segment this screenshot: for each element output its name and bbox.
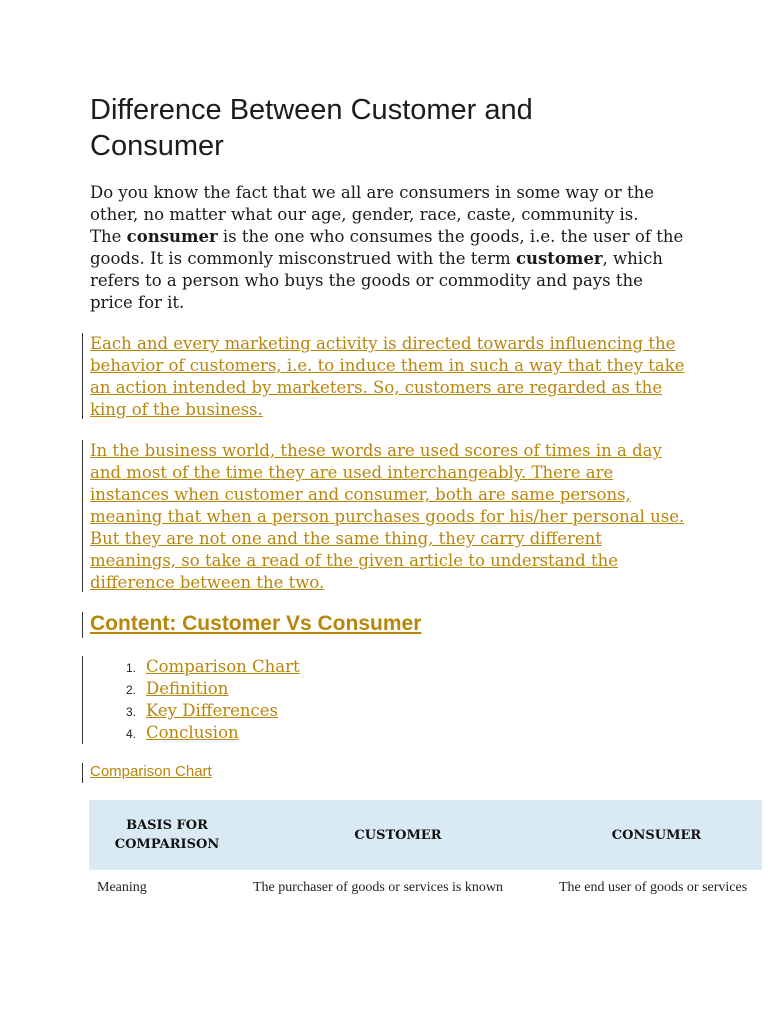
callout-bar xyxy=(82,333,83,419)
header-consumer: CONSUMER xyxy=(551,800,762,870)
toc-link-comparison-chart[interactable]: Comparison Chart xyxy=(146,657,300,676)
intro-line: price for it. xyxy=(90,293,185,312)
customer-term: customer xyxy=(515,249,603,268)
toc-number: 4. xyxy=(125,727,136,741)
callout-line: Each and every marketing activity is directed towards influencing the xyxy=(90,334,676,353)
toc-number: 3. xyxy=(125,705,136,719)
callout-line: But they are not one and the same thing, they carry different xyxy=(90,529,602,548)
cell-basis: Meaning xyxy=(97,880,147,895)
title-line-1: Difference Between Customer and xyxy=(90,94,533,126)
intro-line: refers to a person who buys the goods or commodity and pays the xyxy=(90,271,643,290)
callout-line: meaning that when a person purchases goods for his/her personal use. xyxy=(90,507,685,526)
chart-link-bar xyxy=(82,763,83,783)
intro-line: other, no matter what our age, gender, race, caste, community is. xyxy=(90,205,639,224)
header-basis-line: COMPARISON xyxy=(114,837,220,852)
toc-item xyxy=(90,722,300,744)
callout-paragraph-2[interactable] xyxy=(90,440,690,594)
page-title xyxy=(90,92,650,164)
intro-line: goods. It is commonly misconstrued with the term xyxy=(90,249,516,268)
callout-line: instances when customer and consumer, both are same persons, xyxy=(90,485,631,504)
heading-bar xyxy=(82,612,83,638)
callout-paragraph-1[interactable] xyxy=(90,333,690,421)
intro-line: The xyxy=(90,227,127,246)
intro-line: Do you know the fact that we all are consumers in some way or the xyxy=(90,183,654,202)
header-basis-line: BASIS FOR xyxy=(126,818,208,833)
table-of-contents xyxy=(90,656,300,744)
comparison-table xyxy=(89,800,762,896)
callout-bar xyxy=(82,440,83,592)
table-row xyxy=(89,870,762,896)
cell-customer: The purchaser of goods or services is known xyxy=(253,880,503,895)
header-customer: CUSTOMER xyxy=(245,800,551,870)
header-basis xyxy=(89,800,245,870)
toc-link-key-differences[interactable]: Key Differences xyxy=(146,701,278,720)
intro-paragraph xyxy=(90,182,690,314)
callout-line: meanings, so take a read of the given article to understand the xyxy=(90,551,618,570)
toc-item xyxy=(90,700,300,722)
toc-item xyxy=(90,678,300,700)
toc-bar xyxy=(82,656,83,744)
content-heading[interactable]: Content: Customer Vs Consumer xyxy=(90,612,422,635)
toc-number: 1. xyxy=(125,661,136,675)
table-header-row xyxy=(89,800,762,870)
toc-number: 2. xyxy=(125,683,136,697)
toc-item xyxy=(90,656,300,678)
consumer-term: consumer xyxy=(126,227,218,246)
comparison-chart-link[interactable]: Comparison Chart xyxy=(90,763,212,780)
callout-line: an action intended by marketers. So, customers are regarded as the xyxy=(90,378,663,397)
callout-line: difference between the two. xyxy=(90,573,325,592)
callout-line: In the business world, these words are used scores of times in a day xyxy=(90,441,662,460)
intro-line: , which xyxy=(602,249,663,268)
callout-line: behavior of customers, i.e. to induce them in such a way that they take xyxy=(90,356,685,375)
cell-consumer: The end user of goods or services xyxy=(559,880,748,895)
callout-line: and most of the time they are used interchangeably. There are xyxy=(90,463,614,482)
toc-link-definition[interactable]: Definition xyxy=(146,679,229,698)
toc-link-conclusion[interactable]: Conclusion xyxy=(146,723,239,742)
intro-line: is the one who consumes the goods, i.e. the user of the xyxy=(217,227,684,246)
title-line-2: Consumer xyxy=(90,130,224,162)
callout-line: king of the business. xyxy=(90,400,263,419)
